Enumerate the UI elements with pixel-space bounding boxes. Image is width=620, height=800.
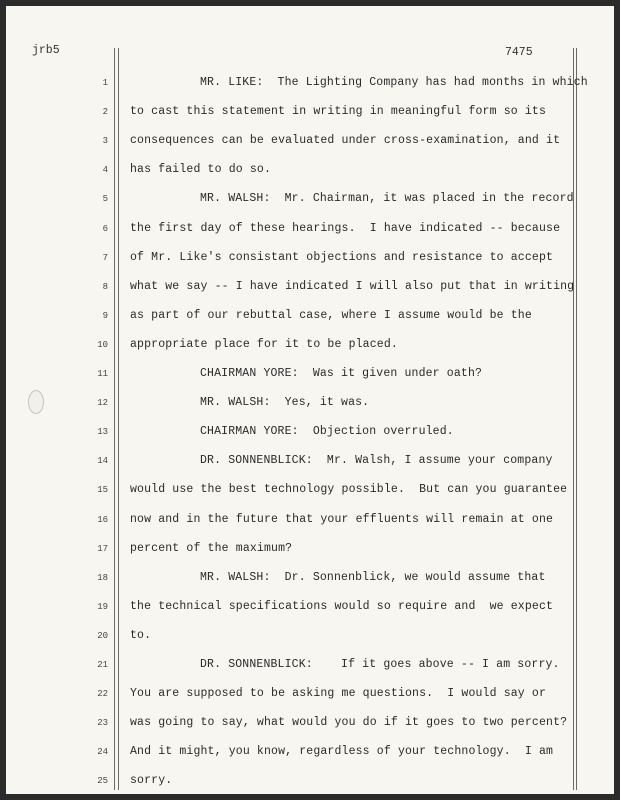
transcript-line: MR. LIKE: The Lighting Company has had months in which xyxy=(200,76,588,89)
transcript-line: And it might, you know, regardless of your technology. I am xyxy=(130,745,554,759)
line-number: 3 xyxy=(102,136,108,147)
line-number: 8 xyxy=(102,281,108,292)
transcript-line: CHAIRMAN YORE: Objection overruled. xyxy=(200,425,454,439)
transcript-line: of Mr. Like's consistant objections and resistance to accept xyxy=(130,250,554,264)
line-number: 11 xyxy=(97,369,108,379)
transcript-line: to cast this statement in writing in meaningful form so its xyxy=(130,105,547,119)
line-number: 17 xyxy=(97,543,108,554)
transcript-line: appropriate place for it to be placed. xyxy=(130,337,398,351)
transcript-line: the technical specifications would so require and we expect xyxy=(130,599,554,613)
left-margin-rule xyxy=(114,48,115,790)
line-number: 15 xyxy=(97,485,108,496)
line-number: 25 xyxy=(97,776,108,787)
line-number: 7 xyxy=(102,252,108,263)
line-number: 4 xyxy=(102,165,108,176)
transcript-line: has failed to do so. xyxy=(130,163,272,177)
line-number: 12 xyxy=(97,398,108,409)
transcript-line: the first day of these hearings. I have indicated -- because xyxy=(130,221,561,235)
line-number: 18 xyxy=(97,572,108,583)
document-code: jrb5 xyxy=(32,44,60,57)
right-margin-rule xyxy=(573,48,574,790)
line-number: 20 xyxy=(97,630,108,641)
page-number: 7475 xyxy=(505,46,533,59)
line-number: 14 xyxy=(97,456,108,467)
line-number: 23 xyxy=(97,718,108,729)
line-number: 2 xyxy=(102,107,108,118)
line-number: 16 xyxy=(97,514,108,525)
transcript-line: sorry. xyxy=(130,774,173,788)
transcript-line: now and in the future that your effluents will remain at one xyxy=(130,512,554,526)
transcript-line: to. xyxy=(130,628,152,642)
line-number: 10 xyxy=(97,339,108,350)
transcript-line: would use the best technology possible. But can you guarantee xyxy=(130,483,568,497)
transcript-line: consequences can be evaluated under cross-examination, and it xyxy=(130,134,561,148)
line-number: 6 xyxy=(102,223,108,234)
left-margin-rule xyxy=(118,48,119,790)
punch-hole xyxy=(28,390,44,414)
line-number: 13 xyxy=(97,427,108,438)
transcript-line: as part of our rebuttal case, where I assume would be the xyxy=(130,308,532,322)
line-number: 21 xyxy=(97,660,108,670)
transcript-line: percent of the maximum? xyxy=(130,541,293,555)
line-number: 5 xyxy=(102,194,108,205)
line-number: 1 xyxy=(102,78,108,88)
transcript-line: MR. WALSH: Yes, it was. xyxy=(200,396,370,410)
transcript-line: DR. SONNENBLICK: Mr. Walsh, I assume your company xyxy=(200,454,553,468)
transcript-line: MR. WALSH: Dr. Sonnenblick, we would assume that xyxy=(200,570,546,584)
transcript-page xyxy=(6,6,614,794)
transcript-line: was going to say, what would you do if it goes to two percent? xyxy=(130,716,568,730)
line-number: 24 xyxy=(97,747,108,758)
line-number: 9 xyxy=(102,310,108,321)
transcript-line: CHAIRMAN YORE: Was it given under oath? xyxy=(200,367,483,380)
right-margin-rule xyxy=(576,48,577,790)
transcript-line: what we say -- I have indicated I will also put that in writing xyxy=(130,279,575,293)
transcript-line: DR. SONNENBLICK: If it goes above -- I am sorry. xyxy=(200,658,560,671)
transcript-line: You are supposed to be asking me questions. I would say or xyxy=(130,687,547,701)
transcript-line: MR. WALSH: Mr. Chairman, it was placed in the record xyxy=(200,192,574,206)
line-number: 19 xyxy=(97,601,108,612)
line-number: 22 xyxy=(97,689,108,700)
